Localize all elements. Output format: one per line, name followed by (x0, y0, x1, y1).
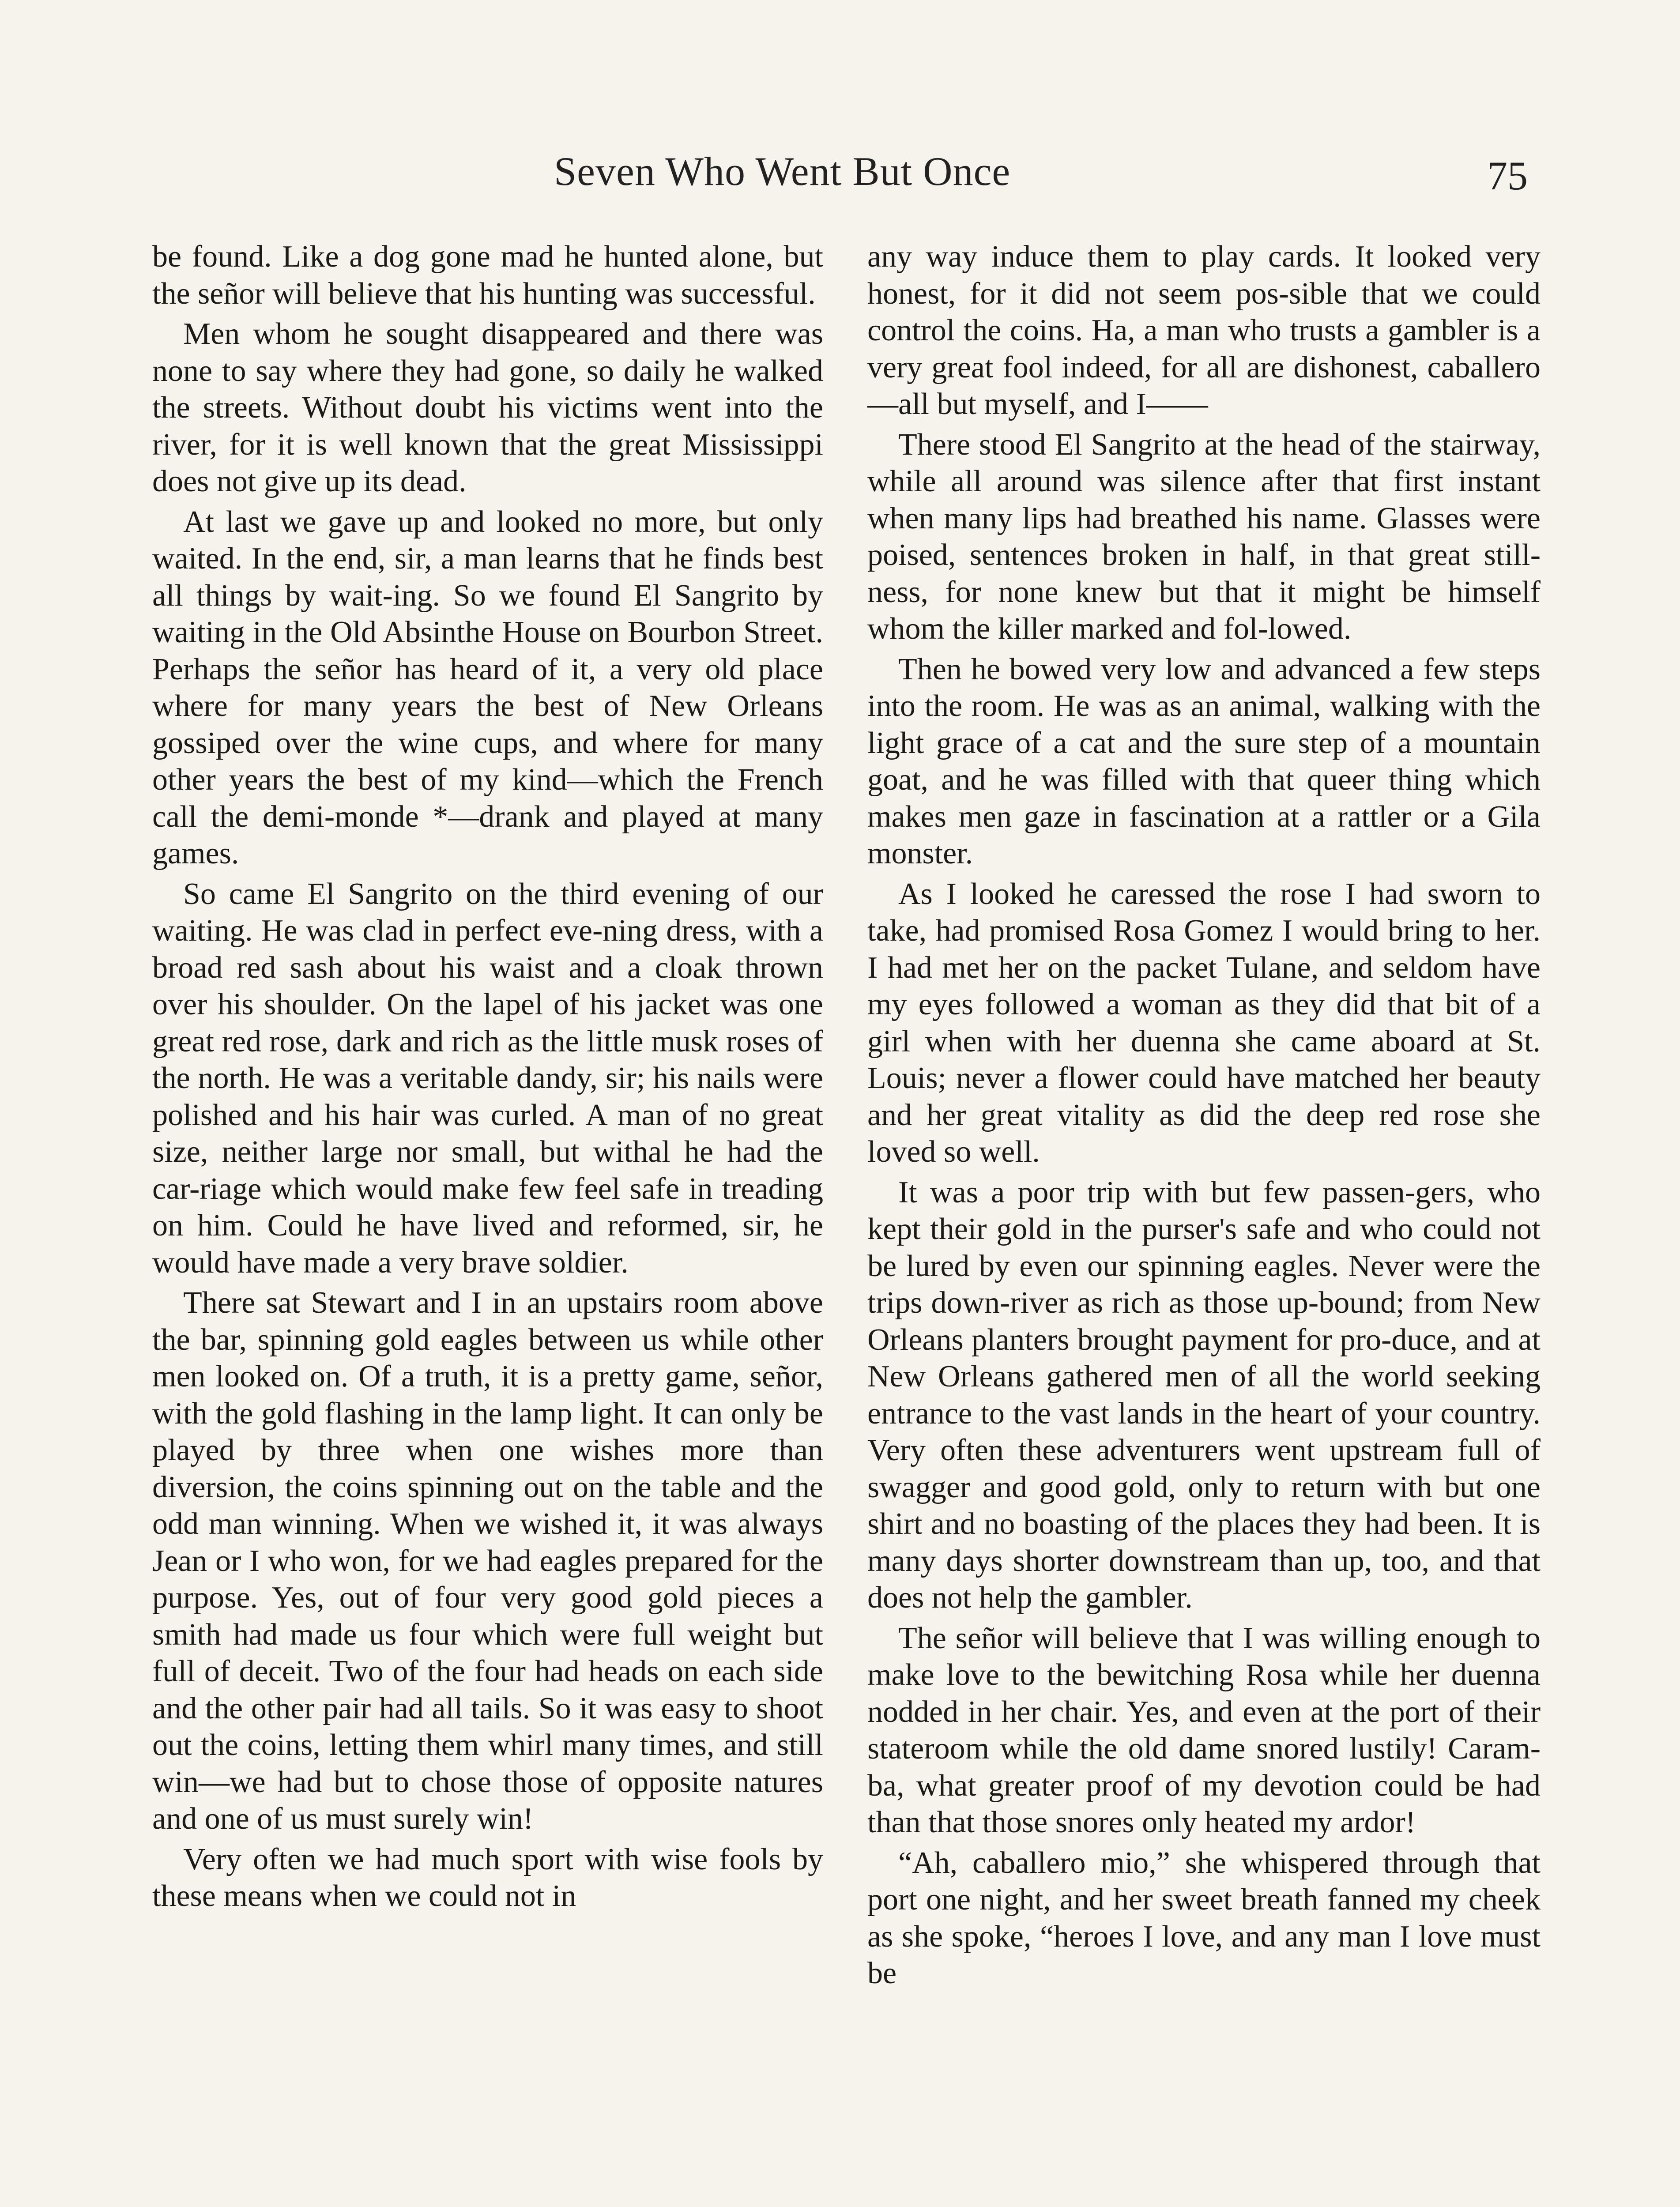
paragraph: At last we gave up and looked no more, but only waited. In the end, sir, a man learns that he finds best all things by wait-ing. So we found El Sangrito by waiting in the Old Absinthe House on Bourbon Street. Perhaps the señor has heard of it, a very old place where for many years the best of New Orleans gossiped over the wine cups, and where for many other years the best of my kind—which the French call the demi-monde *—drank and played at many games. (152, 505, 823, 870)
paragraph: Then he bowed very low and advanced a few steps into the room. He was as an animal, walking with the light grace of a cat and the sure step of a mountain goat, and he was filled with that queer thing which makes men gaze in fascination at a rattler or a Gila monster. (867, 652, 1541, 870)
paragraph: any way induce them to play cards. It looked very honest, for it did not seem pos-sible that we could control the coins. Ha, a man who trusts a gambler is a very great fool indeed, for all are dishonest, caballero—all but myself, and I—— (867, 240, 1541, 421)
left-column (152, 238, 823, 1918)
running-head-title: Seven Who Went But Once (554, 149, 1011, 194)
paragraph: So came El Sangrito on the third evening of our waiting. He was clad in perfect eve-ning dress, with a broad red sash about his waist and a cloak thrown over his shoulder. On the lapel of his jacket was one great red rose, dark and rich as the little musk roses of the north. He was a veritable dandy, sir; his nails were polished and his hair was curled. A man of no great size, neither large nor small, but withal he had the car-riage which would make few feel safe in treading on him. Could he have lived and reformed, sir, he would have made a very brave soldier. (152, 877, 823, 1280)
page-number: 75 (1487, 153, 1528, 198)
paragraph: be found. Like a dog gone mad he hunted alone, but the señor will believe that his hunting was successful. (152, 240, 823, 311)
paragraph: There stood El Sangrito at the head of the stairway, while all around was silence after that first instant when many lips had breathed his name. Glasses were poised, sentences broken in half, in that great still-ness, for none knew but that it might be himself whom the killer marked and fol-lowed. (867, 427, 1541, 646)
right-column (867, 238, 1541, 1996)
paragraph: The señor will believe that I was willing enough to make love to the bewitching Rosa while her duenna nodded in her chair. Yes, and even at the port of their stateroom while the old dame snored lustily! Caram-ba, what greater proof of my devotion could be had than that those snores only heated my ardor! (867, 1621, 1541, 1839)
paragraph: It was a poor trip with but few passen-gers, who kept their gold in the purser's safe and who could not be lured by even our spinning eagles. Never were the trips down-river as rich as those up-bound; from New Orleans planters brought payment for pro-duce, and at New Orleans gathered men of all the world seeking entrance to the vast lands in the heart of your country. Very often these adventurers went upstream full of swagger and good gold, only to return with but one shirt and no boasting of the places they had been. It is many days shorter downstream than up, too, and that does not help the gambler. (867, 1175, 1541, 1615)
paragraph: “Ah, caballero mio,” she whispered through that port one night, and her sweet breath fanned my cheek as she spoke, “heroes I love, and any man I love must be (867, 1845, 1541, 1990)
paragraph: Very often we had much sport with wise fools by these means when we could not in (152, 1842, 823, 1913)
paragraph: There sat Stewart and I in an upstairs room above the bar, spinning gold eagles between us while other men looked on. Of a truth, it is a pretty game, señor, with the gold flashing in the lamp light. It can only be played by three when one wishes more than diversion, the coins spinning out on the table and the odd man winning. When we wished it, it was always Jean or I who won, for we had eagles prepared for the purpose. Yes, out of four very good gold pieces a smith had made us four which were full weight but full of deceit. Two of the four had heads on each side and the other pair had all tails. So it was easy to shoot out the coins, letting them whirl many times, and still win—we had but to chose those of opposite natures and one of us must surely win! (152, 1286, 823, 1836)
paragraph: As I looked he caressed the rose I had sworn to take, had promised Rosa Gomez I would bring to her. I had met her on the packet Tulane, and seldom have my eyes followed a woman as they did that bit of a girl when with her duenna she came aboard at St. Louis; never a flower could have matched her beauty and her great vitality as did the deep red rose she loved so well. (867, 877, 1541, 1169)
paragraph: Men whom he sought disappeared and there was none to say where they had gone, so daily he walked the streets. Without doubt his victims went into the river, for it is well known that the great Mississippi does not give up its dead. (152, 317, 823, 498)
